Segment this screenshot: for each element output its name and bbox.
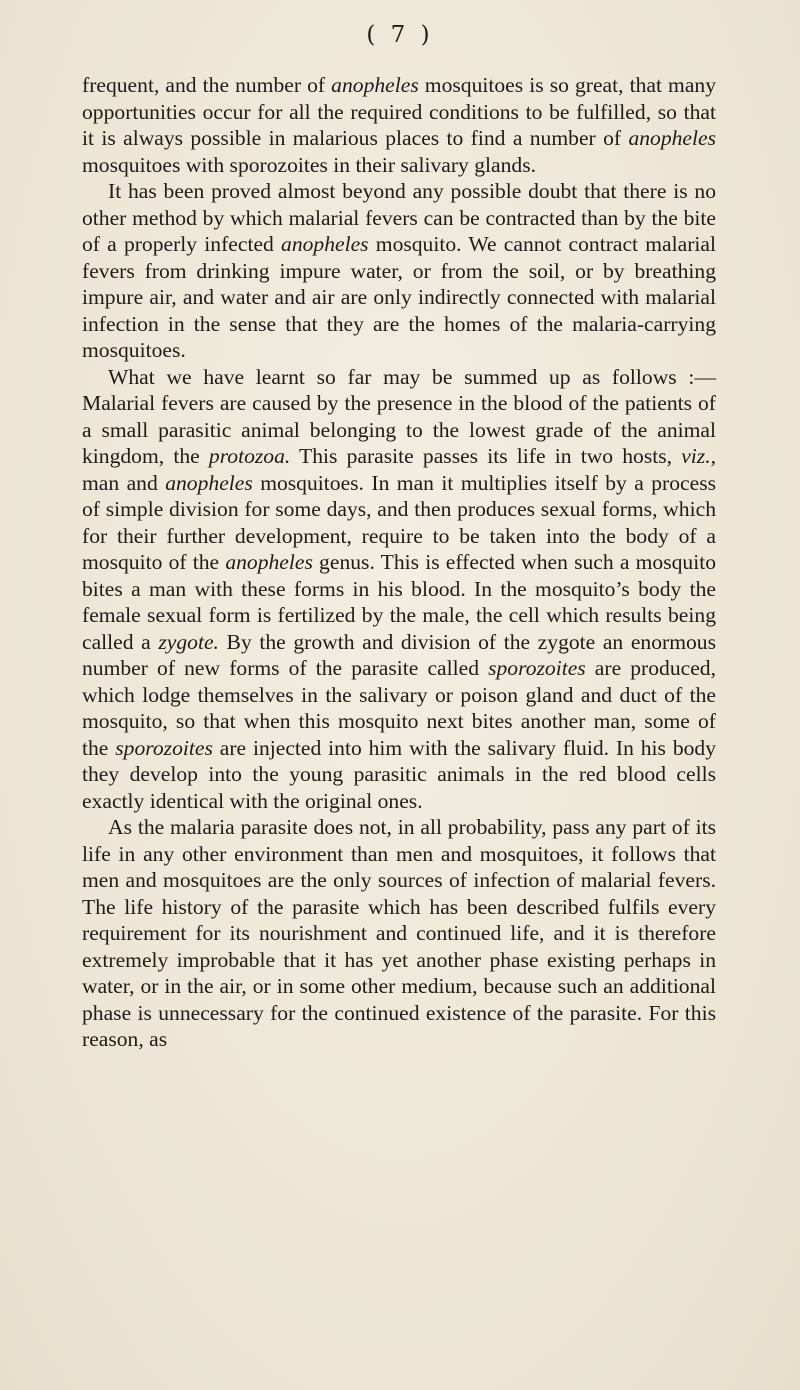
page-number: ( 7 )	[366, 22, 434, 48]
text-run: mosquito. We cannot contract malarial fevers from drinking impure water, or from the soil, or by breathing impure air, and water and air are only indirectly connected with malarial infection in the sense that they are the homes of the malaria-carrying mosquitoes.	[82, 232, 716, 362]
italic-term: anopheles	[165, 470, 253, 495]
italic-term: anopheles	[281, 232, 369, 256]
text-run: This parasite passes its life in two hosts,	[290, 444, 682, 468]
text-run: man and	[82, 470, 166, 495]
italic-term: anopheles	[225, 550, 313, 574]
italic-term: anopheles	[628, 126, 716, 150]
text-run: What we have learnt so far may be summed up as follows :— Malarial fevers are caused by the presence in the blood of the patients of a small parasitic animal belonging to the lowest grade of the animal kingdom, the	[82, 364, 716, 468]
text-run: mosquitoes. In man it multiplies itself by a process of simple division for some days, and then produces sexual forms, which for their further development, require to be taken into the body of a mosquito of the	[82, 470, 716, 574]
paragraph	[82, 178, 716, 364]
text-run: mosquitoes with sporozoites in their salivary glands.	[82, 152, 537, 177]
text-run: As the malaria parasite does not, in all probability, pass any part of its life in any other environment than men and mosquitoes, it follows that men and mosquitoes are the only sources of infection of malarial fevers. The life history of the parasite which has been described fulfils every requirement for its nourishment and continued life, and it is therefore extremely improbable that it has yet another phase existing perhaps in water, or in the air, or in some other medium, because such an additional phase is unnecessary for the continued existence of the parasite. For this reason, as	[82, 815, 716, 1051]
italic-term: zygote.	[158, 629, 219, 654]
text-run: It has been proved almost beyond any possible doubt that there is no other method by which malarial fevers can be contracted than by the bite of a properly infected	[82, 179, 716, 256]
italic-term: anopheles	[331, 73, 419, 97]
paragraph	[82, 364, 716, 815]
italic-term: sporozoites	[488, 656, 586, 680]
text-run: genus. This is effected when such a mosquito bites a man with these forms in his blood. In the mosquito’s body the female sexual form is fertilized by the male, the cell which results being called a	[82, 550, 716, 654]
text-run: are produced, which lodge themselves in the salivary or poison gland and duct of the mosquito, so that when this mosquito next bites another man, some of the	[82, 656, 716, 760]
paragraph	[82, 72, 716, 178]
body-text	[82, 72, 716, 1053]
paragraph	[82, 814, 716, 1053]
text-run: are injected into him with the salivary fluid. In his body they develop into the young parasitic animals in the red blood cells exactly identical with the original ones.	[82, 735, 717, 813]
text-run: By the growth and division of the zygote an enormous number of new forms of the parasite called	[82, 629, 716, 680]
italic-term: protozoa.	[208, 444, 291, 468]
italic-term: sporozoites	[115, 735, 213, 760]
text-run: mosquitoes is so great, that many opportunities occur for all the required conditions to be fulfilled, so that it is always possible in malarious places to find a number of	[82, 73, 716, 150]
italic-term: viz.,	[681, 444, 716, 468]
text-run: frequent, and the number of	[82, 73, 332, 97]
